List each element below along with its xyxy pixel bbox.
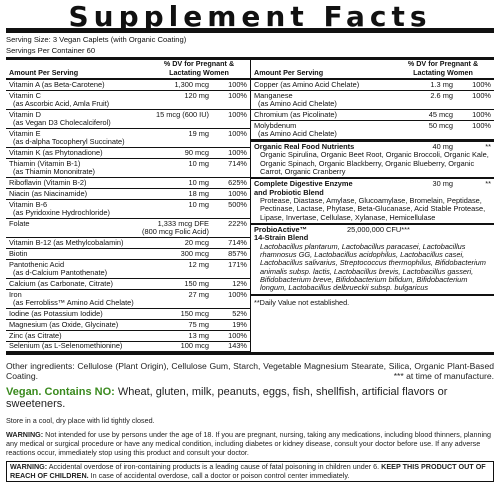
blend-dv: **	[485, 179, 491, 189]
servings-per-container: Servings Per Container 60	[6, 46, 96, 55]
nutrient-dv: 100%	[472, 120, 491, 130]
blend-dv: **	[485, 142, 491, 151]
nutrient-name: Folate	[9, 219, 30, 228]
vegan-label: Vegan. Contains NO:	[6, 386, 115, 399]
nutrient-name: Vitamin D (as Vegan D3 Cholecalciferol)	[9, 109, 111, 128]
iron-warning-box: WARNING: Accidental overdose of iron-containing products is a leading cause of fatal poisoning in children under 6. KEEP THIS PRODUCT OUT OF REACH OF CHILDREN. In case of accidental overdose, call a doctor or poison control center immediately.	[6, 461, 494, 482]
blend-amount: 25,000,000 CFU***	[347, 225, 410, 234]
nutrient-source: (as Pyridoxine Hydrochloride)	[13, 208, 110, 218]
nutrient-amount: 20 mcg	[184, 238, 209, 248]
nutrient-source: (as Thiamin Mononitrate)	[13, 167, 96, 177]
other-ingredients: Other ingredients: Cellulose (Plant Origin), Cellulose Gum, Starch, Vegetable Magnesium Stearate, Silica, Organic Plant-Based Coating. *** at time of manufacture.	[6, 361, 494, 382]
nutrient-amount: 120 mg	[184, 90, 209, 100]
nutrient-dv: 857%	[228, 249, 247, 258]
nutrient-name: Vitamin E (as d-alpha Tocopheryl Succinate)	[9, 129, 125, 147]
nutrient-dv: 143%	[228, 341, 247, 351]
supplement-facts-panel	[6, 2, 494, 482]
nutrient-row	[6, 290, 250, 309]
warning-text: WARNING: Not intended for use by persons under the age of 18. If you are pregnant, nursing, taking any medications, including blood thinners, planning any medical or surgical procedure or have any medical condition, including diabetes or kidney disease, consult your doctor before use. If any adverse reactions occur, immediately stop using this product and consult your doctor.	[6, 430, 492, 457]
nutrient-name: Iodine (as Potassium Iodide)	[9, 309, 103, 318]
nutrient-source: (800 mcg Folic Acid)	[142, 227, 209, 237]
nutrient-amount: 150 mg	[184, 279, 209, 288]
nutrient-row	[6, 260, 250, 279]
blend-header	[251, 225, 494, 243]
nutrient-dv: 52%	[232, 309, 247, 318]
nutrient-amount: 27 mg	[188, 289, 209, 299]
nutrient-dv: 100%	[472, 109, 491, 119]
nutrient-row	[6, 342, 250, 353]
nutrient-dv: 714%	[228, 238, 247, 248]
dv-label: % DV for Pregnant & Lactating Women	[163, 59, 235, 77]
blends	[251, 142, 494, 296]
blend-header	[251, 179, 494, 197]
nutrient-dv: 100%	[228, 90, 247, 100]
nutrient-source: (as Ferrobliss™ Amino Acid Chelate)	[13, 298, 134, 308]
nutrient-amount: 18 mg	[188, 189, 209, 198]
left-column	[6, 60, 250, 352]
nutrient-dv: 100%	[228, 189, 247, 198]
nutrient-row	[6, 178, 250, 189]
nutrient-name: Thiamin (Vitamin B-1) (as Thiamin Mononitrate)	[9, 159, 96, 177]
nutrient-amount: 10 mg	[188, 178, 209, 188]
blend-name: Complete Digestive Enzyme and Probiotic Blend	[254, 179, 353, 197]
nutrient-name: Pantothenic Acid (as d-Calcium Pantothenate)	[9, 259, 108, 278]
nutrient-amount: 10 mg	[188, 199, 209, 209]
nutrient-row	[6, 320, 250, 331]
nutrient-dv: 500%	[228, 199, 247, 209]
nutrient-dv: 100%	[228, 148, 247, 158]
nutrient-dv: 100%	[228, 129, 247, 138]
nutrient-dv: 100%	[228, 79, 247, 89]
amount-per-serving-label: Amount Per Serving	[254, 67, 324, 77]
column-header-left	[6, 60, 250, 80]
nutrient-name: Vitamin B-12 (as Methylcobalamin)	[9, 238, 124, 248]
nutrient-amount: 19 mg	[188, 129, 209, 138]
nutrient-row	[6, 238, 250, 249]
serving-size: Serving Size: 3 Vegan Caplets (with Organic Coating)	[6, 35, 187, 44]
nutrient-name: Vitamin A (as Beta-Carotene)	[9, 79, 105, 89]
nutrient-source: (as Vegan D3 Cholecalciferol)	[13, 118, 111, 128]
nutrient-name: Magnesium (as Oxide, Glycinate)	[9, 319, 119, 329]
nutrient-dv: 100%	[228, 330, 247, 340]
nutrient-amount: 150 mcg	[180, 309, 209, 318]
nutrient-amount: 13 mg	[188, 330, 209, 340]
nutrient-name: Zinc (as Citrate)	[9, 330, 62, 340]
blend-ingredients: Protease, Diastase, Amylase, Glucoamylase, Bromelain, Peptidase, Pectinase, Lactase, Phytase, Beta-Glucanase, Acid Stable Protease, Lipase, Invertase, Cellulase, Xylanase, Hemicellulase	[251, 197, 494, 225]
nutrient-amount: 50 mcg	[428, 120, 453, 130]
nutrient-dv: 714%	[228, 159, 247, 168]
nutrient-dv: 19%	[232, 319, 247, 329]
nutrient-source: (as Amino Acid Chelate)	[258, 99, 337, 108]
nutrient-dv: 222%	[228, 219, 247, 228]
nutrient-amount: 100 mcg	[180, 341, 209, 351]
nutrient-dv: 171%	[228, 259, 247, 269]
nutrient-name: Calcium (as Carbonate, Citrate)	[9, 279, 113, 288]
nutrient-row	[6, 200, 250, 219]
blend-amount: 30 mg	[432, 179, 453, 189]
blend-dv	[457, 226, 491, 243]
nutrient-amount: 12 mg	[188, 259, 209, 269]
nutrient-name: Manganese (as Amino Acid Chelate)	[254, 90, 337, 108]
nutrient-row	[6, 279, 250, 290]
nutrient-amount: 45 mcg	[428, 109, 453, 119]
right-rows	[251, 80, 494, 140]
nutrient-amount: 1,300 mcg	[174, 79, 209, 89]
nutrient-dv: 12%	[232, 279, 247, 288]
nutrient-row	[6, 331, 250, 342]
divider	[6, 352, 494, 355]
blend-ingredients: Organic Spirulina, Organic Beet Root, Organic Broccoli, Organic Kale, Organic Spinach, Organic Blackberry, Organic Blueberry, Organic Carrot, Organic Cranberry	[251, 151, 494, 179]
nutrient-row	[6, 91, 250, 110]
nutrient-amount: 15 mcg (600 IU)	[156, 109, 209, 119]
nutrient-name: Vitamin C (as Ascorbic Acid, Amla Fruit)	[9, 90, 110, 108]
nutrient-dv: 100%	[228, 289, 247, 299]
blend-name: Organic Real Food Nutrients	[254, 142, 355, 151]
nutrient-row	[251, 110, 494, 121]
panel-title: Supplement Facts	[6, 2, 494, 33]
nutrient-name: Copper (as Amino Acid Chelate)	[254, 79, 360, 89]
nutrient-row	[6, 129, 250, 148]
nutrient-name: Niacin (as Niacinamide)	[9, 189, 88, 198]
nutrient-name: Chromium (as Picolinate)	[254, 109, 337, 119]
nutrient-name: Vitamin K (as Phytonadione)	[9, 148, 103, 158]
amount-per-serving-label: Amount Per Serving	[9, 67, 79, 77]
nutrient-dv: 100%	[228, 109, 247, 119]
nutrient-amount: 300 mcg	[180, 249, 209, 258]
nutrient-name: Iron (as Ferrobliss™ Amino Acid Chelate)	[9, 289, 134, 308]
nutrient-row	[251, 121, 494, 140]
daily-value-note: **Daily Value not established.	[254, 297, 350, 307]
right-column	[250, 60, 494, 352]
nutrient-row	[6, 219, 250, 238]
nutrient-row	[6, 148, 250, 159]
facts-columns	[6, 60, 494, 352]
nutrient-source: (as d-alpha Tocopheryl Succinate)	[13, 137, 125, 147]
vegan-statement: Vegan. Contains NO: Wheat, gluten, milk, peanuts, eggs, fish, shellfish, artificial flavors or sweeteners.	[6, 386, 448, 411]
nutrient-row	[6, 309, 250, 320]
nutrient-row	[251, 91, 494, 110]
nutrient-row	[6, 159, 250, 178]
nutrient-dv: 100%	[472, 79, 491, 89]
blend-name: ProbioActive™ 14-Strain Blend	[254, 225, 309, 243]
nutrient-row	[6, 249, 250, 260]
nutrient-amount: 1,333 mcg DFE (800 mcg Folic Acid)	[142, 219, 209, 237]
nutrient-source: (as Ascorbic Acid, Amla Fruit)	[13, 99, 110, 108]
nutrient-dv: 625%	[228, 178, 247, 188]
nutrient-row	[6, 189, 250, 200]
nutrient-amount: 75 mg	[188, 319, 209, 329]
nutrient-amount: 10 mg	[188, 159, 209, 168]
nutrient-dv: 100%	[472, 90, 491, 100]
blend-ingredients: Lactobacillus plantarum, Lactobacillus paracasei, Lactobacillus rhamnosus GG, Lactobacillus acidophilus, Lactobacillus casei, Lactobacillus salivarius, Streptococcus thermophilus, Bifidobacterium animalis subsp. lactis, Lactobacillus brevis, Lactobacillus gasseri, Bifidobacterium breve, Bifidobacterium bifidum, Bifidobacterium longum, Lactobacillus delbrueckii subsp. bulgaricus	[251, 243, 494, 296]
nutrient-amount: 1.3 mg	[430, 79, 453, 89]
nutrient-name: Vitamin B-6 (as Pyridoxine Hydrochloride)	[9, 199, 110, 218]
nutrient-row	[251, 80, 494, 91]
column-header-right	[251, 60, 494, 80]
nutrient-source: (as Amino Acid Chelate)	[258, 129, 337, 138]
nutrient-name: Riboflavin (Vitamin B-2)	[9, 178, 87, 188]
nutrient-row	[6, 80, 250, 91]
nutrient-row	[6, 110, 250, 129]
nutrient-name: Molybdenum (as Amino Acid Chelate)	[254, 120, 337, 138]
nutrient-amount: 2.6 mg	[430, 90, 453, 100]
dv-label: % DV for Pregnant & Lactating Women	[407, 59, 479, 77]
nutrient-amount: 90 mcg	[184, 148, 209, 158]
nutrient-source: (as d-Calcium Pantothenate)	[13, 268, 108, 278]
nutrient-name: Biotin	[9, 249, 28, 258]
storage-instructions: Store in a cool, dry place with lid tightly closed.	[6, 416, 155, 426]
nutrient-name: Selenium (as L-Selenomethionine)	[9, 341, 123, 351]
blend-amount: 40 mg	[432, 142, 453, 151]
